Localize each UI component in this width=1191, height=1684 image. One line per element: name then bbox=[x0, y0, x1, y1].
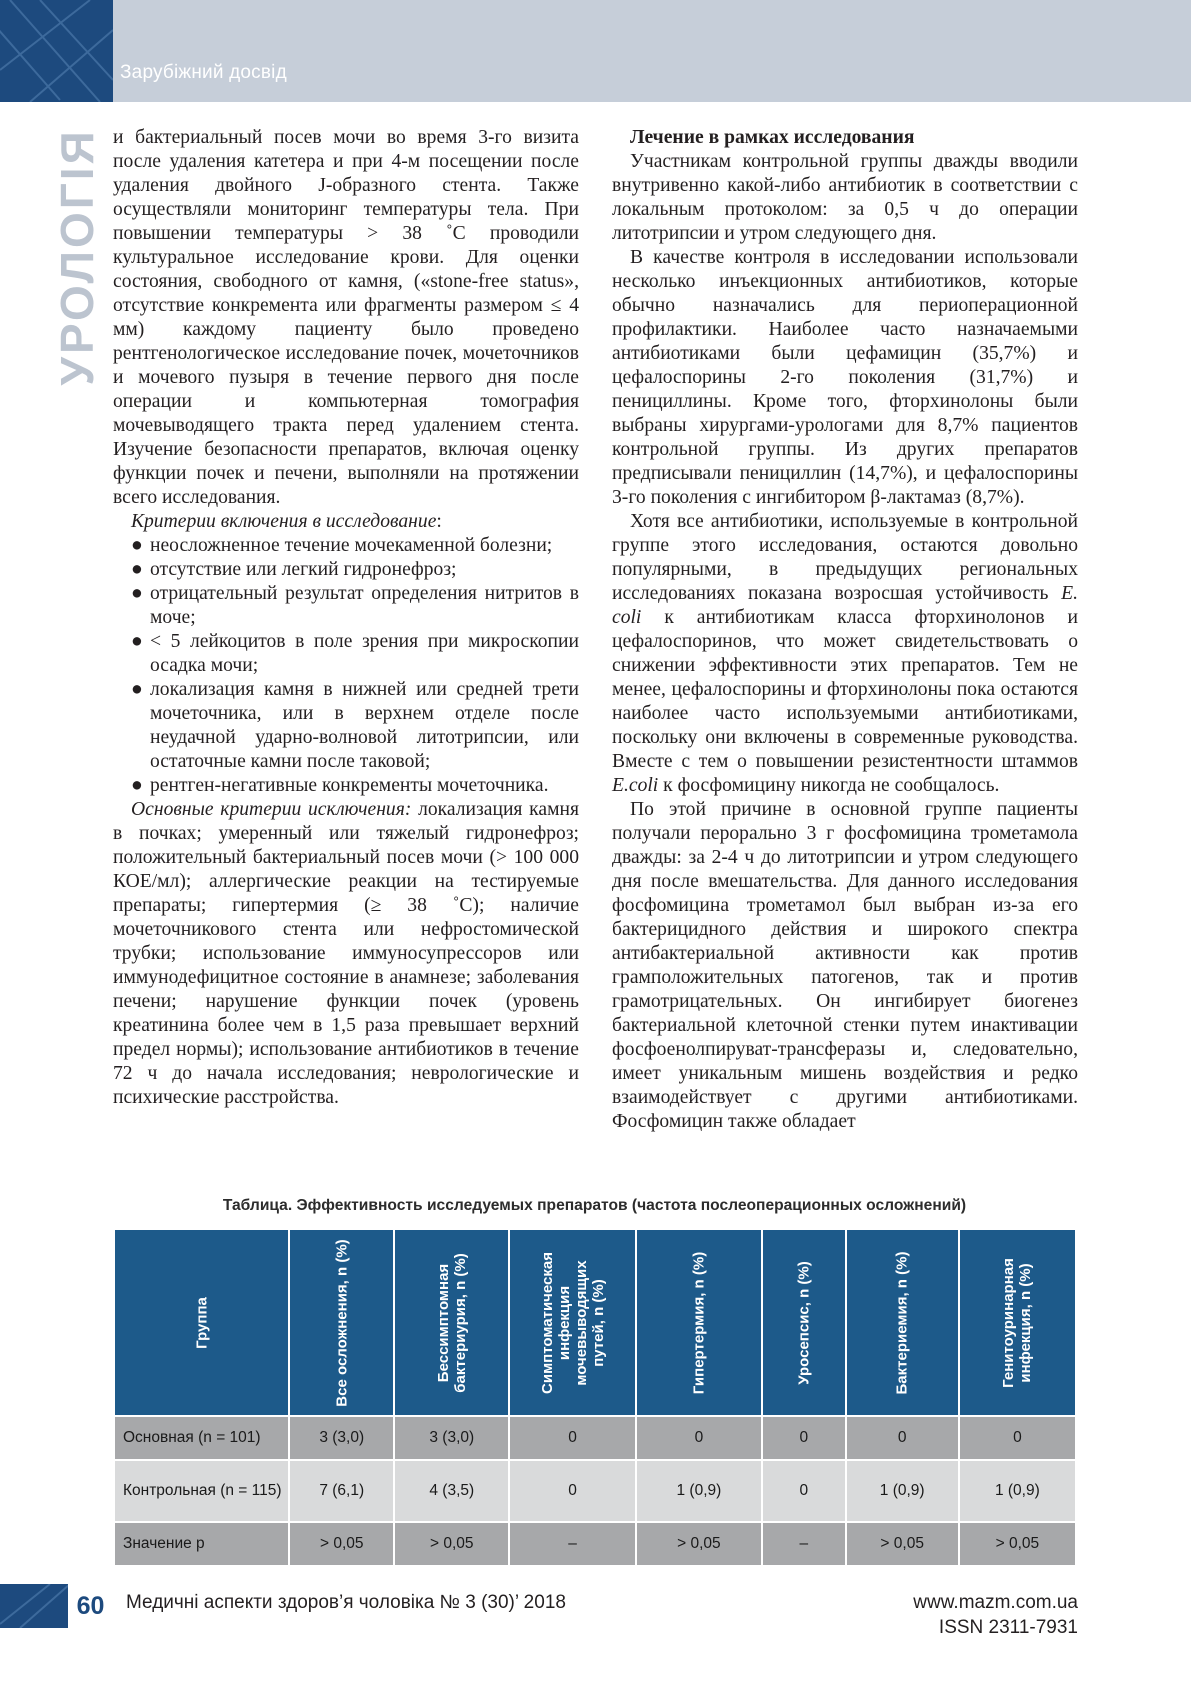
column-header bbox=[762, 1229, 846, 1416]
table-row bbox=[114, 1416, 1076, 1460]
list-item-text: рентген-негативные конкременты мочеточника. bbox=[150, 775, 549, 796]
bullet-icon: ● bbox=[131, 679, 143, 700]
table-row bbox=[114, 1460, 1076, 1522]
bullet-icon: ● bbox=[131, 559, 143, 580]
table-cell: 3 (3,0) bbox=[289, 1416, 394, 1460]
column-header-label: Генитоуринарная инфекция, n (%) bbox=[1000, 1257, 1035, 1388]
list-item-text: неосложненное течение мочекаменной болезни; bbox=[150, 535, 553, 556]
list-item bbox=[131, 558, 579, 582]
vertical-section-title bbox=[51, 124, 103, 389]
column-header-label: Гипертермия, n (%) bbox=[690, 1251, 708, 1394]
exclusion-paragraph bbox=[113, 798, 579, 1110]
column-header bbox=[394, 1229, 509, 1416]
results-table bbox=[113, 1228, 1077, 1567]
table-row bbox=[114, 1522, 1076, 1566]
table-cell: > 0,05 bbox=[636, 1522, 762, 1566]
inclusion-colon: : bbox=[436, 511, 442, 532]
table-cell: 0 bbox=[959, 1416, 1076, 1460]
inclusion-heading: Критерии включения в исследование bbox=[131, 511, 437, 532]
list-item bbox=[131, 774, 579, 798]
paragraph: В качестве контроля в исследовании использовали несколько инъекционных антибиотиков, которые обычно назначались для периоперационной профилактики. Наиболее часто назначаемыми антибиотиками были цефамицин (35,7%) и цефалоспорины 2-го поколения (31,7%) и пенициллины. Кроме того, фторхинолоны были выбраны хирургами-урологами для 8,7% пациентов контрольной группы. Из других препаратов предписывали пенициллин (14,7%), и цефалоспорины 3-го поколения с ингибитором β-лактамаз (8,7%). bbox=[612, 247, 1078, 508]
table-cell: 1 (0,9) bbox=[636, 1460, 762, 1522]
paragraph: и бактериальный посев мочи во время 3-го визита после удаления катетера и при 4-м посещении после удаления двойного J-образного стента. Также осуществляли мониторинг температуры тела. При повышении температуры > 38 ˚C проводили культуральное исследование крови. Для оценки состояния, свободного от камня, («stone-free status», отсутствие конкремента или фрагменты размером ≤ 4 мм) каждому пациенту было проведено рентгенологическое исследование почек, мочеточников и мочевого пузыря в течение первого дня после операции и компьютерная томография мочевыводящего тракта перед удалением стента. Изучение безопасности препаратов, включая оценку функции почек и печени, выполняли на протяжении всего исследования. bbox=[113, 127, 579, 508]
bullet-icon: ● bbox=[131, 583, 143, 604]
species-name: E. coli bbox=[612, 583, 1078, 628]
page-number: 60 bbox=[68, 1584, 113, 1628]
inclusion-heading-line bbox=[113, 510, 579, 534]
list-item bbox=[131, 630, 579, 678]
table-caption: Таблица. Эффективность исследуемых препаратов (частота послеоперационных осложнений) bbox=[222, 1197, 967, 1214]
list-item bbox=[131, 678, 579, 774]
column-header-label: Группа bbox=[193, 1296, 211, 1349]
inclusion-list bbox=[113, 534, 579, 798]
table-cell: 3 (3,0) bbox=[394, 1416, 509, 1460]
column-header-label: Бессимптомная бактериурия, n (%) bbox=[434, 1252, 469, 1393]
table-cell: 4 (3,5) bbox=[394, 1460, 509, 1522]
table-cell: 0 bbox=[509, 1460, 635, 1522]
table-cell: 0 bbox=[509, 1416, 635, 1460]
table-cell: > 0,05 bbox=[846, 1522, 959, 1566]
list-item-text: < 5 лейкоцитов в поле зрения при микроскопии осадка мочи; bbox=[150, 631, 579, 676]
header-band bbox=[0, 0, 1191, 102]
right-column bbox=[612, 126, 1078, 1134]
table-cell: – bbox=[762, 1522, 846, 1566]
list-item bbox=[131, 582, 579, 630]
section-heading: Лечение в рамках исследования bbox=[630, 127, 915, 148]
column-header-label: Симптоматическая инфекция мочевыводящих путей, n (%) bbox=[538, 1251, 607, 1394]
text-run: Хотя все антибиотики, используемые в контрольной группе этого исследования, остаются довольно популярными, в предыдущих региональных исследованиях показана возросшая устойчивость bbox=[612, 511, 1078, 604]
bullet-icon: ● bbox=[131, 775, 143, 796]
column-header bbox=[509, 1229, 635, 1416]
vertical-title-text: УРОЛОГІЯ bbox=[51, 127, 103, 386]
table-cell: 7 (6,1) bbox=[289, 1460, 394, 1522]
column-header bbox=[846, 1229, 959, 1416]
table-cell: > 0,05 bbox=[959, 1522, 1076, 1566]
list-item-text: локализация камня в нижней или средней трети мочеточника, или в верхнем отделе после неудачной ударно-волновой литотрипсии, или остаточные камни после таковой; bbox=[150, 679, 579, 772]
exclusion-heading: Основные критерии исключения: bbox=[131, 799, 412, 820]
list-item-text: отсутствие или легкий гидронефроз; bbox=[150, 559, 457, 580]
journal-issn: ISSN 2311-7931 bbox=[938, 1617, 1078, 1638]
bullet-icon: ● bbox=[131, 631, 143, 652]
column-header bbox=[289, 1229, 394, 1416]
table-cell: 0 bbox=[846, 1416, 959, 1460]
journal-url[interactable]: www.mazm.com.ua bbox=[913, 1592, 1078, 1613]
paragraph: Участникам контрольной группы дважды вводили внутривенно какой-либо антибиотик в соответствии с локальным протоколом: за 0,5 ч до операции литотрипсии и утром следующего дня. bbox=[612, 151, 1078, 244]
table-cell: – bbox=[509, 1522, 635, 1566]
bullet-icon: ● bbox=[131, 535, 143, 556]
table-cell: 1 (0,9) bbox=[846, 1460, 959, 1522]
table-cell: 0 bbox=[762, 1460, 846, 1522]
column-header-label: Уросепсис, n (%) bbox=[795, 1260, 813, 1385]
list-item bbox=[131, 534, 579, 558]
text-run: к антибиотикам класса фторхинолонов и цефалоспоринов, что может свидетельствовать о снижении эффективности этих препаратов. Тем не менее, цефалоспорины и фторхинолоны пока остаются наиболее часто используемыми антибиотиками, поскольку они включены в современные руководства. Вместе с тем о повышении резистентности штаммов bbox=[612, 607, 1078, 772]
left-column bbox=[113, 126, 579, 1110]
table-cell: Значение р bbox=[114, 1522, 289, 1566]
table-cell: > 0,05 bbox=[289, 1522, 394, 1566]
table-cell: Контрольная (n = 115) bbox=[114, 1460, 289, 1522]
table-cell: > 0,05 bbox=[394, 1522, 509, 1566]
section-label: Зарубіжний досвід bbox=[120, 62, 287, 83]
column-header-label: Бактериемия, n (%) bbox=[893, 1251, 911, 1394]
species-name: E.coli bbox=[612, 775, 659, 796]
column-header bbox=[114, 1229, 289, 1416]
table-cell: 1 (0,9) bbox=[959, 1460, 1076, 1522]
table-cell: 0 bbox=[636, 1416, 762, 1460]
table-header-row bbox=[114, 1229, 1076, 1416]
table-cell: Основная (n = 101) bbox=[114, 1416, 289, 1460]
corner-decoration bbox=[0, 0, 113, 102]
paragraph: По этой причине в основной группе пациенты получали перорально 3 г фосфомицина трометамола дважды: за 2-4 ч до литотрипсии и утром следующего дня после вмешательства. Для данного исследования фосфомицина трометамол был выбран из-за его бактерицидного действия и широкого спектра антибактериальной активности как против грамположительных патогенов, так и против грамотрицательных. Он ингибирует биогенез бактериальной клеточной стенки путем инактивации фосфоенолпируват-трансферазы и, следовательно, имеет уникальным мишень воздействия и редко взаимодействует с другими антибиотиками. Фосфомицин также обладает bbox=[612, 799, 1078, 1132]
paragraph bbox=[612, 510, 1078, 798]
column-header-label: Все осложнения, n (%) bbox=[333, 1238, 351, 1407]
journal-title: Медичні аспекти здоров’я чоловіка № 3 (30)’ 2018 bbox=[126, 1592, 566, 1613]
column-header bbox=[636, 1229, 762, 1416]
column-header bbox=[959, 1229, 1076, 1416]
text-run: к фосфомицину никогда не сообщалось. bbox=[658, 775, 1000, 796]
list-item-text: отрицательный результат определения нитритов в моче; bbox=[150, 583, 579, 628]
exclusion-text: локализация камня в почках; умеренный или тяжелый гидронефроз; положительный бактериальный посев мочи (> 100 000 КОЕ/мл); аллергические реакции на тестируемые препараты; гипертермия (≥ 38 ˚C); наличие мочеточникового стента или нефростомической трубки; использование иммуносупрессоров или иммунодефицитное состояние в анамнезе; заболевания печени; нарушение функции почек (уровень креатинина более чем в 1,5 раза превышает верхний предел нормы); использование антибиотиков в течение 72 ч до начала исследования; неврологические и психические расстройства. bbox=[113, 799, 579, 1108]
table-cell: 0 bbox=[762, 1416, 846, 1460]
